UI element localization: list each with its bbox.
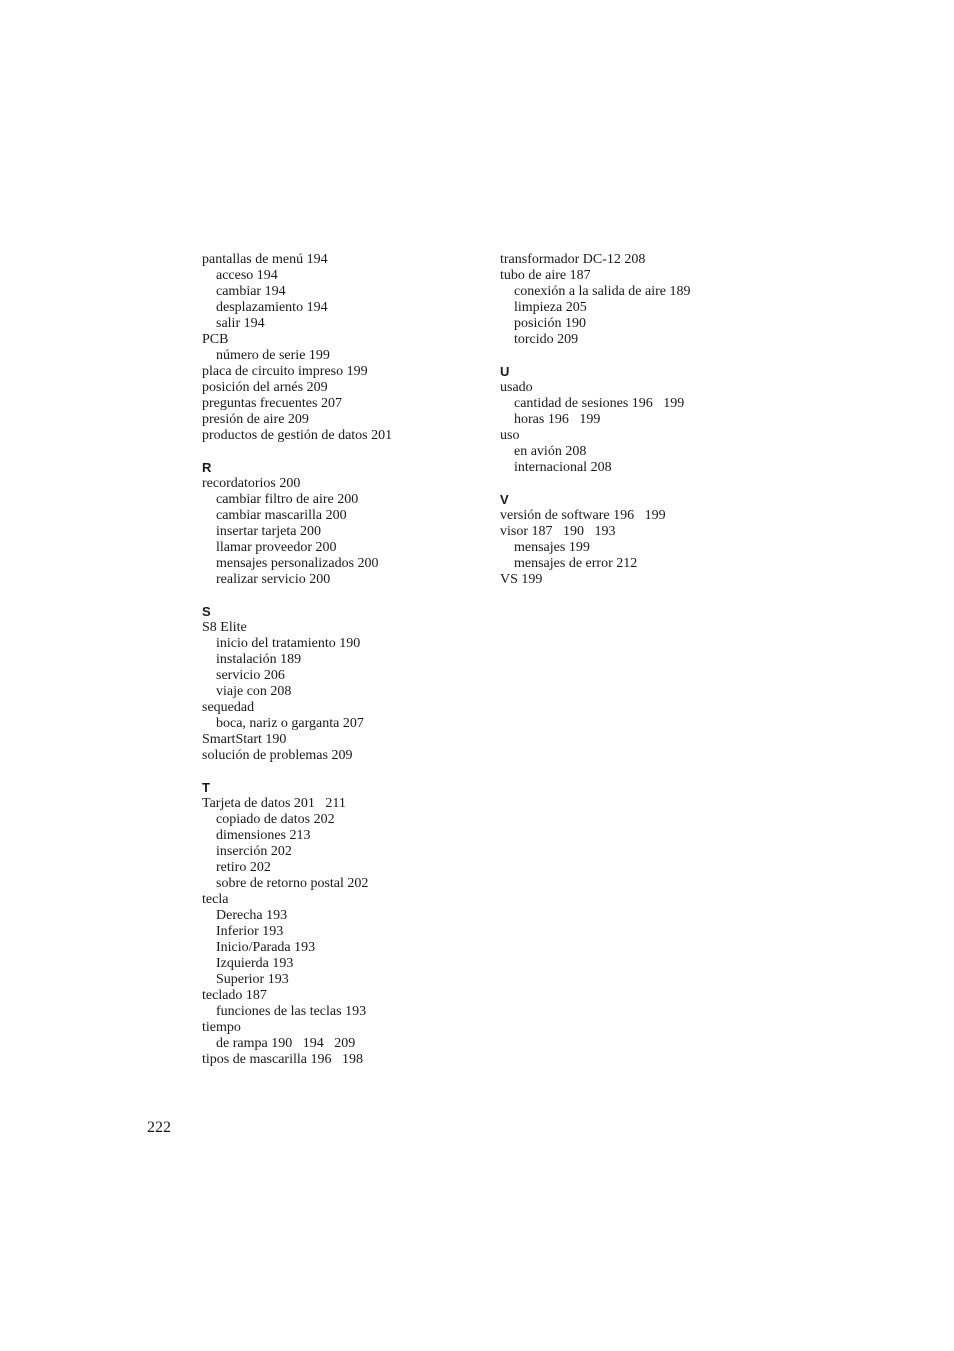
index-subentry: Derecha 193 bbox=[216, 908, 288, 923]
index-section-letter: U bbox=[500, 364, 510, 379]
index-entry: preguntas frecuentes 207 bbox=[202, 396, 342, 411]
index-entry: tubo de aire 187 bbox=[500, 268, 591, 283]
index-entry: presión de aire 209 bbox=[202, 412, 309, 427]
index-entry: tecla bbox=[202, 892, 229, 907]
index-subentry: insertar tarjeta 200 bbox=[216, 524, 321, 539]
index-section-letter: T bbox=[202, 780, 210, 795]
index-entry: posición del arnés 209 bbox=[202, 380, 328, 395]
index-entry: visor 187 190 193 bbox=[500, 524, 616, 539]
index-entry: solución de problemas 209 bbox=[202, 748, 353, 763]
index-entry: pantallas de menú 194 bbox=[202, 252, 328, 267]
index-entry: productos de gestión de datos 201 bbox=[202, 428, 393, 443]
index-subentry: Superior 193 bbox=[216, 972, 289, 987]
index-entry: uso bbox=[500, 428, 520, 443]
index-entry: PCB bbox=[202, 332, 229, 347]
index-subentry: retiro 202 bbox=[216, 860, 271, 875]
index-subentry: servicio 206 bbox=[216, 668, 285, 683]
index-column-left bbox=[202, 252, 482, 1068]
index-entry: tiempo bbox=[202, 1020, 241, 1035]
index-entry: versión de software 196 199 bbox=[500, 508, 666, 523]
index-spacer bbox=[202, 588, 482, 604]
index-entry: usado bbox=[500, 380, 533, 395]
index-subentry: cambiar filtro de aire 200 bbox=[216, 492, 359, 507]
index-column-right bbox=[500, 252, 800, 588]
index-section-letter: R bbox=[202, 460, 212, 475]
page-number: 222 bbox=[147, 1119, 171, 1136]
index-section-letter: V bbox=[500, 492, 509, 507]
index-entry: sequedad bbox=[202, 700, 255, 715]
index-subentry: horas 196 199 bbox=[514, 412, 601, 427]
index-entry: placa de circuito impreso 199 bbox=[202, 364, 368, 379]
index-subentry: sobre de retorno postal 202 bbox=[216, 876, 369, 891]
index-subentry: acceso 194 bbox=[216, 268, 278, 283]
index-subentry: dimensiones 213 bbox=[216, 828, 311, 843]
index-subentry: Izquierda 193 bbox=[216, 956, 294, 971]
index-subentry: conexión a la salida de aire 189 bbox=[514, 284, 691, 299]
index-subentry: desplazamiento 194 bbox=[216, 300, 328, 315]
index-spacer bbox=[202, 444, 482, 460]
index-spacer bbox=[500, 476, 800, 492]
index-subentry: posición 190 bbox=[514, 316, 586, 331]
index-subentry: cambiar mascarilla 200 bbox=[216, 508, 347, 523]
index-subentry: mensajes 199 bbox=[514, 540, 590, 555]
index-subentry: realizar servicio 200 bbox=[216, 572, 331, 587]
index-subentry: internacional 208 bbox=[514, 460, 612, 475]
index-subentry: Inferior 193 bbox=[216, 924, 284, 939]
index-entry: SmartStart 190 bbox=[202, 732, 287, 747]
index-subentry: llamar proveedor 200 bbox=[216, 540, 337, 555]
index-subentry: funciones de las teclas 193 bbox=[216, 1004, 367, 1019]
index-entry: tipos de mascarilla 196 198 bbox=[202, 1052, 363, 1067]
index-subentry: instalación 189 bbox=[216, 652, 302, 667]
index-subentry: mensajes personalizados 200 bbox=[216, 556, 379, 571]
index-subentry: copiado de datos 202 bbox=[216, 812, 335, 827]
index-subentry: mensajes de error 212 bbox=[514, 556, 638, 571]
index-subentry: boca, nariz o garganta 207 bbox=[216, 716, 364, 731]
index-subentry: inserción 202 bbox=[216, 844, 292, 859]
index-subentry: Inicio/Parada 193 bbox=[216, 940, 316, 955]
index-entry: recordatorios 200 bbox=[202, 476, 301, 491]
index-entry: S8 Elite bbox=[202, 620, 247, 635]
index-subentry: inicio del tratamiento 190 bbox=[216, 636, 361, 651]
index-entry: VS 199 bbox=[500, 572, 543, 587]
index-subentry: salir 194 bbox=[216, 316, 265, 331]
index-subentry: limpieza 205 bbox=[514, 300, 587, 315]
index-spacer bbox=[202, 764, 482, 780]
index-spacer bbox=[500, 348, 800, 364]
index-subentry: de rampa 190 194 209 bbox=[216, 1036, 356, 1051]
index-subentry: cambiar 194 bbox=[216, 284, 286, 299]
index-subentry: cantidad de sesiones 196 199 bbox=[514, 396, 685, 411]
index-subentry: en avión 208 bbox=[514, 444, 587, 459]
index-subentry: número de serie 199 bbox=[216, 348, 330, 363]
index-entry: transformador DC-12 208 bbox=[500, 252, 646, 267]
index-subentry: viaje con 208 bbox=[216, 684, 292, 699]
index-entry: teclado 187 bbox=[202, 988, 267, 1003]
index-section-letter: S bbox=[202, 604, 211, 619]
index-subentry: torcido 209 bbox=[514, 332, 579, 347]
index-entry: Tarjeta de datos 201 211 bbox=[202, 796, 346, 811]
